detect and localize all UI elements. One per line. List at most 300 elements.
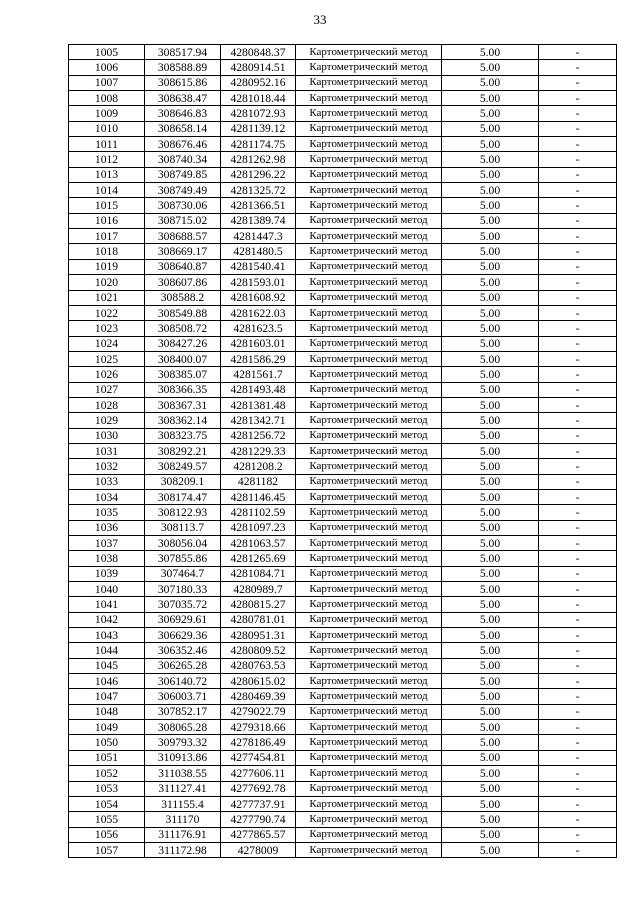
point-number-cell: 1051 (69, 750, 145, 765)
y-coordinate-cell: 4279022.79 (221, 704, 296, 719)
method-cell: Картометрический метод (296, 198, 442, 213)
accuracy-cell: 5.00 (442, 351, 539, 366)
point-number-cell: 1027 (69, 382, 145, 397)
x-coordinate-cell: 308209.1 (145, 474, 221, 489)
accuracy-cell: 5.00 (442, 91, 539, 106)
point-number-cell: 1022 (69, 305, 145, 320)
point-number-cell: 1038 (69, 551, 145, 566)
accuracy-cell: 5.00 (442, 827, 539, 842)
x-coordinate-cell: 308749.85 (145, 167, 221, 182)
note-cell: - (539, 827, 617, 842)
y-coordinate-cell: 4281389.74 (221, 213, 296, 228)
x-coordinate-cell: 310913.86 (145, 750, 221, 765)
note-cell: - (539, 750, 617, 765)
table-row (69, 259, 617, 274)
table-row (69, 305, 617, 320)
point-number-cell: 1052 (69, 766, 145, 781)
y-coordinate-cell: 4281265.69 (221, 551, 296, 566)
accuracy-cell: 5.00 (442, 735, 539, 750)
point-number-cell: 1049 (69, 720, 145, 735)
y-coordinate-cell: 4280815.27 (221, 597, 296, 612)
accuracy-cell: 5.00 (442, 321, 539, 336)
note-cell: - (539, 766, 617, 781)
accuracy-cell: 5.00 (442, 244, 539, 259)
y-coordinate-cell: 4280848.37 (221, 45, 296, 60)
point-number-cell: 1011 (69, 137, 145, 152)
y-coordinate-cell: 4281480.5 (221, 244, 296, 259)
x-coordinate-cell: 308366.35 (145, 382, 221, 397)
y-coordinate-cell: 4281342.71 (221, 413, 296, 428)
accuracy-cell: 5.00 (442, 397, 539, 412)
note-cell: - (539, 336, 617, 351)
x-coordinate-cell: 308323.75 (145, 428, 221, 443)
method-cell: Картометрический метод (296, 842, 442, 857)
method-cell: Картометрический метод (296, 336, 442, 351)
y-coordinate-cell: 4281622.03 (221, 305, 296, 320)
method-cell: Картометрический метод (296, 397, 442, 412)
method-cell: Картометрический метод (296, 259, 442, 274)
x-coordinate-cell: 308669.17 (145, 244, 221, 259)
accuracy-cell: 5.00 (442, 689, 539, 704)
method-cell: Картометрический метод (296, 612, 442, 627)
note-cell: - (539, 689, 617, 704)
table-row (69, 720, 617, 735)
table-row (69, 597, 617, 612)
method-cell: Картометрический метод (296, 551, 442, 566)
table-row (69, 229, 617, 244)
method-cell: Картометрический метод (296, 321, 442, 336)
x-coordinate-cell: 306352.46 (145, 643, 221, 658)
y-coordinate-cell: 4281072.93 (221, 106, 296, 121)
point-number-cell: 1013 (69, 167, 145, 182)
x-coordinate-cell: 308292.21 (145, 443, 221, 458)
accuracy-cell: 5.00 (442, 474, 539, 489)
method-cell: Картометрический метод (296, 474, 442, 489)
note-cell: - (539, 720, 617, 735)
table-row (69, 198, 617, 213)
x-coordinate-cell: 308640.87 (145, 259, 221, 274)
method-cell: Картометрический метод (296, 137, 442, 152)
table-row (69, 582, 617, 597)
method-cell: Картометрический метод (296, 489, 442, 504)
accuracy-cell: 5.00 (442, 750, 539, 765)
note-cell: - (539, 489, 617, 504)
method-cell: Картометрический метод (296, 597, 442, 612)
table-row (69, 336, 617, 351)
method-cell: Картометрический метод (296, 750, 442, 765)
table-row (69, 459, 617, 474)
table-row (69, 474, 617, 489)
point-number-cell: 1015 (69, 198, 145, 213)
y-coordinate-cell: 4281102.59 (221, 505, 296, 520)
x-coordinate-cell: 308646.83 (145, 106, 221, 121)
method-cell: Картометрический метод (296, 290, 442, 305)
note-cell: - (539, 244, 617, 259)
accuracy-cell: 5.00 (442, 106, 539, 121)
table-row (69, 812, 617, 827)
note-cell: - (539, 305, 617, 320)
point-number-cell: 1017 (69, 229, 145, 244)
method-cell: Картометрический метод (296, 766, 442, 781)
table-row (69, 428, 617, 443)
point-number-cell: 1018 (69, 244, 145, 259)
x-coordinate-cell: 311172.98 (145, 842, 221, 857)
point-number-cell: 1034 (69, 489, 145, 504)
note-cell: - (539, 413, 617, 428)
point-number-cell: 1044 (69, 643, 145, 658)
method-cell: Картометрический метод (296, 367, 442, 382)
table-row (69, 213, 617, 228)
table-row (69, 612, 617, 627)
point-number-cell: 1009 (69, 106, 145, 121)
x-coordinate-cell: 308400.07 (145, 351, 221, 366)
y-coordinate-cell: 4280952.16 (221, 75, 296, 90)
table-row (69, 60, 617, 75)
y-coordinate-cell: 4277737.91 (221, 796, 296, 811)
point-number-cell: 1021 (69, 290, 145, 305)
accuracy-cell: 5.00 (442, 812, 539, 827)
x-coordinate-cell: 308427.26 (145, 336, 221, 351)
accuracy-cell: 5.00 (442, 628, 539, 643)
accuracy-cell: 5.00 (442, 167, 539, 182)
table-row (69, 75, 617, 90)
y-coordinate-cell: 4278009 (221, 842, 296, 857)
table-row (69, 842, 617, 857)
table-row (69, 275, 617, 290)
note-cell: - (539, 505, 617, 520)
table-row (69, 152, 617, 167)
accuracy-cell: 5.00 (442, 766, 539, 781)
x-coordinate-cell: 308367.31 (145, 397, 221, 412)
note-cell: - (539, 612, 617, 627)
note-cell: - (539, 183, 617, 198)
point-number-cell: 1030 (69, 428, 145, 443)
x-coordinate-cell: 308517.94 (145, 45, 221, 60)
point-number-cell: 1019 (69, 259, 145, 274)
method-cell: Картометрический метод (296, 781, 442, 796)
method-cell: Картометрический метод (296, 459, 442, 474)
note-cell: - (539, 474, 617, 489)
method-cell: Картометрический метод (296, 213, 442, 228)
point-number-cell: 1043 (69, 628, 145, 643)
x-coordinate-cell: 308056.04 (145, 536, 221, 551)
note-cell: - (539, 106, 617, 121)
y-coordinate-cell: 4277454.81 (221, 750, 296, 765)
point-number-cell: 1029 (69, 413, 145, 428)
accuracy-cell: 5.00 (442, 489, 539, 504)
accuracy-cell: 5.00 (442, 612, 539, 627)
accuracy-cell: 5.00 (442, 643, 539, 658)
table-row (69, 735, 617, 750)
table-row (69, 106, 617, 121)
accuracy-cell: 5.00 (442, 566, 539, 581)
accuracy-cell: 5.00 (442, 367, 539, 382)
coordinates-table (68, 44, 617, 858)
y-coordinate-cell: 4281623.5 (221, 321, 296, 336)
x-coordinate-cell: 308715.02 (145, 213, 221, 228)
y-coordinate-cell: 4278186.49 (221, 735, 296, 750)
table-row (69, 643, 617, 658)
accuracy-cell: 5.00 (442, 428, 539, 443)
point-number-cell: 1037 (69, 536, 145, 551)
x-coordinate-cell: 311170 (145, 812, 221, 827)
y-coordinate-cell: 4281208.2 (221, 459, 296, 474)
table-row (69, 397, 617, 412)
point-number-cell: 1031 (69, 443, 145, 458)
y-coordinate-cell: 4277606.11 (221, 766, 296, 781)
method-cell: Картометрический метод (296, 505, 442, 520)
accuracy-cell: 5.00 (442, 336, 539, 351)
accuracy-cell: 5.00 (442, 290, 539, 305)
note-cell: - (539, 213, 617, 228)
method-cell: Картометрический метод (296, 351, 442, 366)
method-cell: Картометрический метод (296, 382, 442, 397)
method-cell: Картометрический метод (296, 45, 442, 60)
note-cell: - (539, 275, 617, 290)
accuracy-cell: 5.00 (442, 443, 539, 458)
y-coordinate-cell: 4281097.23 (221, 520, 296, 535)
point-number-cell: 1005 (69, 45, 145, 60)
y-coordinate-cell: 4277865.57 (221, 827, 296, 842)
note-cell: - (539, 321, 617, 336)
point-number-cell: 1032 (69, 459, 145, 474)
point-number-cell: 1035 (69, 505, 145, 520)
note-cell: - (539, 428, 617, 443)
table-row (69, 628, 617, 643)
y-coordinate-cell: 4277790.74 (221, 812, 296, 827)
method-cell: Картометрический метод (296, 796, 442, 811)
note-cell: - (539, 628, 617, 643)
y-coordinate-cell: 4281174.75 (221, 137, 296, 152)
y-coordinate-cell: 4281447.3 (221, 229, 296, 244)
accuracy-cell: 5.00 (442, 582, 539, 597)
accuracy-cell: 5.00 (442, 551, 539, 566)
method-cell: Картометрический метод (296, 643, 442, 658)
x-coordinate-cell: 308749.49 (145, 183, 221, 198)
accuracy-cell: 5.00 (442, 275, 539, 290)
method-cell: Картометрический метод (296, 229, 442, 244)
x-coordinate-cell: 308508.72 (145, 321, 221, 336)
method-cell: Картометрический метод (296, 520, 442, 535)
method-cell: Картометрический метод (296, 689, 442, 704)
accuracy-cell: 5.00 (442, 505, 539, 520)
x-coordinate-cell: 307464.7 (145, 566, 221, 581)
x-coordinate-cell: 311155.4 (145, 796, 221, 811)
accuracy-cell: 5.00 (442, 229, 539, 244)
method-cell: Картометрический метод (296, 244, 442, 259)
note-cell: - (539, 443, 617, 458)
point-number-cell: 1024 (69, 336, 145, 351)
point-number-cell: 1048 (69, 704, 145, 719)
point-number-cell: 1016 (69, 213, 145, 228)
note-cell: - (539, 290, 617, 305)
accuracy-cell: 5.00 (442, 305, 539, 320)
x-coordinate-cell: 307852.17 (145, 704, 221, 719)
y-coordinate-cell: 4280989.7 (221, 582, 296, 597)
table-row (69, 520, 617, 535)
x-coordinate-cell: 308065.28 (145, 720, 221, 735)
table-row (69, 367, 617, 382)
y-coordinate-cell: 4280469.39 (221, 689, 296, 704)
y-coordinate-cell: 4281586.29 (221, 351, 296, 366)
method-cell: Картометрический метод (296, 658, 442, 673)
note-cell: - (539, 812, 617, 827)
point-number-cell: 1046 (69, 674, 145, 689)
note-cell: - (539, 566, 617, 581)
note-cell: - (539, 351, 617, 366)
point-number-cell: 1042 (69, 612, 145, 627)
note-cell: - (539, 137, 617, 152)
method-cell: Картометрический метод (296, 827, 442, 842)
accuracy-cell: 5.00 (442, 674, 539, 689)
note-cell: - (539, 167, 617, 182)
y-coordinate-cell: 4279318.66 (221, 720, 296, 735)
method-cell: Картометрический метод (296, 443, 442, 458)
y-coordinate-cell: 4280781.01 (221, 612, 296, 627)
x-coordinate-cell: 308362.14 (145, 413, 221, 428)
method-cell: Картометрический метод (296, 536, 442, 551)
x-coordinate-cell: 308676.46 (145, 137, 221, 152)
point-number-cell: 1045 (69, 658, 145, 673)
y-coordinate-cell: 4281146.45 (221, 489, 296, 504)
method-cell: Картометрический метод (296, 152, 442, 167)
accuracy-cell: 5.00 (442, 413, 539, 428)
method-cell: Картометрический метод (296, 704, 442, 719)
point-number-cell: 1055 (69, 812, 145, 827)
y-coordinate-cell: 4280763.53 (221, 658, 296, 673)
method-cell: Картометрический метод (296, 106, 442, 121)
table-row (69, 551, 617, 566)
method-cell: Картометрический метод (296, 628, 442, 643)
point-number-cell: 1007 (69, 75, 145, 90)
x-coordinate-cell: 308122.93 (145, 505, 221, 520)
point-number-cell: 1006 (69, 60, 145, 75)
accuracy-cell: 5.00 (442, 45, 539, 60)
table-row (69, 536, 617, 551)
y-coordinate-cell: 4281493.48 (221, 382, 296, 397)
y-coordinate-cell: 4281139.12 (221, 121, 296, 136)
table-row (69, 183, 617, 198)
y-coordinate-cell: 4281325.72 (221, 183, 296, 198)
note-cell: - (539, 735, 617, 750)
x-coordinate-cell: 306265.28 (145, 658, 221, 673)
table-row (69, 750, 617, 765)
table-row (69, 413, 617, 428)
accuracy-cell: 5.00 (442, 720, 539, 735)
x-coordinate-cell: 307180.33 (145, 582, 221, 597)
y-coordinate-cell: 4281381.48 (221, 397, 296, 412)
table-row (69, 704, 617, 719)
y-coordinate-cell: 4281018.44 (221, 91, 296, 106)
table-row (69, 382, 617, 397)
accuracy-cell: 5.00 (442, 213, 539, 228)
method-cell: Картометрический метод (296, 582, 442, 597)
table-row (69, 45, 617, 60)
table-row (69, 827, 617, 842)
note-cell: - (539, 75, 617, 90)
note-cell: - (539, 842, 617, 857)
y-coordinate-cell: 4280951.31 (221, 628, 296, 643)
point-number-cell: 1008 (69, 91, 145, 106)
accuracy-cell: 5.00 (442, 382, 539, 397)
note-cell: - (539, 781, 617, 796)
method-cell: Картометрический метод (296, 812, 442, 827)
point-number-cell: 1054 (69, 796, 145, 811)
note-cell: - (539, 45, 617, 60)
x-coordinate-cell: 309793.32 (145, 735, 221, 750)
note-cell: - (539, 536, 617, 551)
accuracy-cell: 5.00 (442, 796, 539, 811)
x-coordinate-cell: 306629.36 (145, 628, 221, 643)
method-cell: Картометрический метод (296, 428, 442, 443)
method-cell: Картометрический метод (296, 275, 442, 290)
note-cell: - (539, 582, 617, 597)
x-coordinate-cell: 308174.47 (145, 489, 221, 504)
point-number-cell: 1028 (69, 397, 145, 412)
table-row (69, 351, 617, 366)
y-coordinate-cell: 4280615.02 (221, 674, 296, 689)
x-coordinate-cell: 306929.61 (145, 612, 221, 627)
note-cell: - (539, 367, 617, 382)
point-number-cell: 1020 (69, 275, 145, 290)
method-cell: Картометрический метод (296, 75, 442, 90)
x-coordinate-cell: 308688.57 (145, 229, 221, 244)
page-number: 33 (313, 12, 327, 27)
method-cell: Картометрический метод (296, 91, 442, 106)
table-row (69, 137, 617, 152)
note-cell: - (539, 704, 617, 719)
note-cell: - (539, 658, 617, 673)
point-number-cell: 1041 (69, 597, 145, 612)
accuracy-cell: 5.00 (442, 75, 539, 90)
accuracy-cell: 5.00 (442, 597, 539, 612)
point-number-cell: 1050 (69, 735, 145, 750)
method-cell: Картометрический метод (296, 674, 442, 689)
table-row (69, 781, 617, 796)
x-coordinate-cell: 306140.72 (145, 674, 221, 689)
method-cell: Картометрический метод (296, 566, 442, 581)
accuracy-cell: 5.00 (442, 704, 539, 719)
method-cell: Картометрический метод (296, 60, 442, 75)
method-cell: Картометрический метод (296, 735, 442, 750)
y-coordinate-cell: 4280914.51 (221, 60, 296, 75)
note-cell: - (539, 643, 617, 658)
accuracy-cell: 5.00 (442, 520, 539, 535)
point-number-cell: 1053 (69, 781, 145, 796)
x-coordinate-cell: 308385.07 (145, 367, 221, 382)
accuracy-cell: 5.00 (442, 198, 539, 213)
note-cell: - (539, 91, 617, 106)
accuracy-cell: 5.00 (442, 121, 539, 136)
point-number-cell: 1039 (69, 566, 145, 581)
accuracy-cell: 5.00 (442, 459, 539, 474)
y-coordinate-cell: 4281366.51 (221, 198, 296, 213)
note-cell: - (539, 121, 617, 136)
x-coordinate-cell: 308249.57 (145, 459, 221, 474)
x-coordinate-cell: 307035.72 (145, 597, 221, 612)
accuracy-cell: 5.00 (442, 658, 539, 673)
point-number-cell: 1036 (69, 520, 145, 535)
x-coordinate-cell: 308638.47 (145, 91, 221, 106)
x-coordinate-cell: 308113.7 (145, 520, 221, 535)
y-coordinate-cell: 4281540.41 (221, 259, 296, 274)
table-row (69, 244, 617, 259)
table-row (69, 674, 617, 689)
method-cell: Картометрический метод (296, 183, 442, 198)
table-row (69, 91, 617, 106)
y-coordinate-cell: 4281262.98 (221, 152, 296, 167)
x-coordinate-cell: 308607.86 (145, 275, 221, 290)
